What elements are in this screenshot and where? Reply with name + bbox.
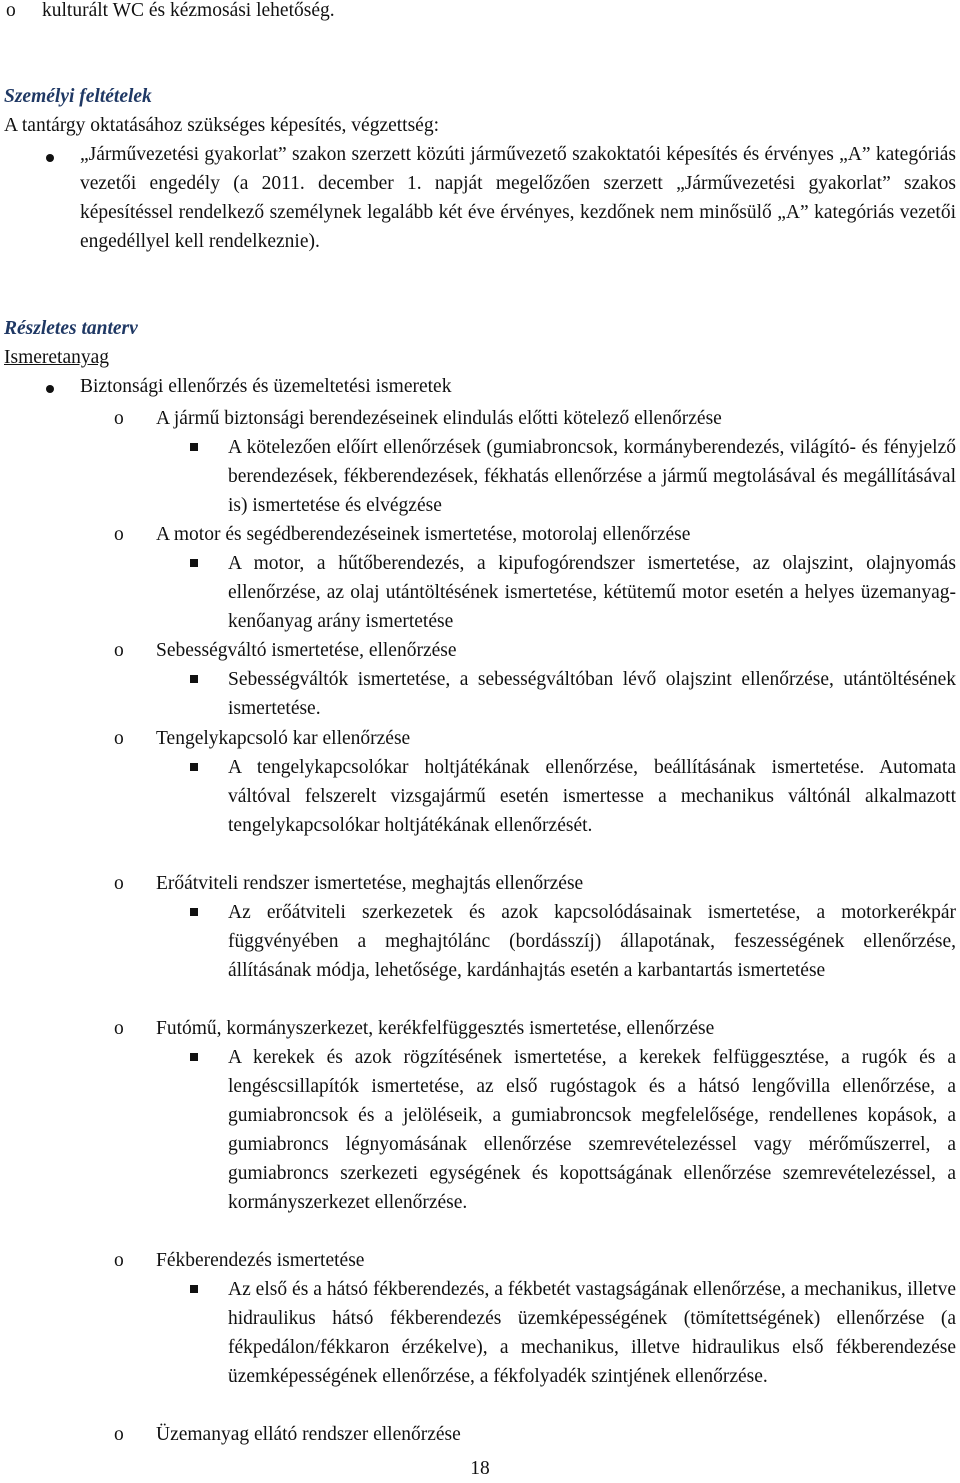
- section-heading: Részletes tanterv: [4, 318, 138, 339]
- circle-bullet-icon: o: [114, 1018, 124, 1039]
- intro-text: A tantárgy oktatásához szükséges képesítés, végzettség:: [4, 115, 440, 136]
- square-bullet-icon: [190, 1285, 198, 1293]
- circle-bullet-icon: o: [114, 873, 124, 894]
- subsection-heading: Ismeretanyag: [4, 347, 110, 368]
- topic-detail: A tengelykapcsolókar holtjátékának ellenőrzése, beállításának ismertetése. Automata váltóval felszerelt vizsgajármű esetén ismertesse a mechanikus váltónál alkalmazott tengelykapcsolókar holtjátékának ellenőrzését.: [228, 757, 956, 836]
- topic-detail: A kötelezően előírt ellenőrzések (gumiabroncsok, kormányberendezés, világító- és fényjelző berendezések, fékberendezések, fékhatás ellenőrzése a jármű megtolásával és megállításával is) ismertetése és elvégzése: [228, 437, 956, 516]
- square-bullet-icon: [190, 763, 198, 771]
- page-number: 18: [470, 1458, 490, 1479]
- topic-title: A motor és segédberendezéseinek ismertetése, motorolaj ellenőrzése: [156, 524, 691, 545]
- circle-bullet-icon: o: [114, 640, 124, 661]
- square-bullet-icon: [190, 675, 198, 683]
- topic-title: Tengelykapcsoló kar ellenőrzése: [156, 728, 411, 749]
- circle-bullet-icon: o: [114, 728, 124, 749]
- section-heading: Személyi feltételek: [4, 86, 152, 107]
- list-item: kulturált WC és kézmosási lehetőség.: [42, 0, 335, 21]
- topic-detail: Sebességváltók ismertetése, a sebességváltóban lévő olajszint ellenőrzése, utántöltésének ismertetése.: [228, 669, 956, 719]
- qualification-text: „Járművezetési gyakorlat” szakon szerzett közúti járművezető szakoktatói képesítés és érvényes „A” kategóriás vezetői engedély (a 2011. december 1. napját megelőzően szerzett „Járművezetési gyakorlat” szakos képesítéssel rendelkező személynek legalább két éve érvényes, kezdőnek nem minősülő „A” kategóriás vezetői engedéllyel kell rendelkeznie).: [80, 144, 956, 252]
- main-topic: Biztonsági ellenőrzés és üzemeltetési ismeretek: [80, 376, 452, 397]
- circle-bullet-icon: o: [114, 1424, 124, 1445]
- topic-detail: A motor, a hűtőberendezés, a kipufogórendszer ismertetése, az olajszint, olajnyomás ellenőrzése, az olaj utántöltésének ismertetése, kétütemű motor esetén a helyes üzemanyag-kenőanyag arány ismertetése: [228, 553, 956, 632]
- topic-title: A jármű biztonsági berendezéseinek elindulás előtti kötelező ellenőrzése: [156, 408, 722, 429]
- topic-detail: Az első és a hátsó fékberendezés, a fékbetét vastagságának ellenőrzése, a mechanikus, illetve hidraulikus hátsó fékberendezés üzemképességének (tömítettségének) ellenőrzése (a fékpedálon/fékkaron érzékelve), a mechanikus, illetve hidraulikus első fékberendezése üzemképességének ellenőrzése, a fékfolyadék szintjének ellenőrzése.: [228, 1279, 956, 1387]
- circle-bullet-icon: o: [114, 408, 124, 429]
- topic-title: Üzemanyag ellátó rendszer ellenőrzése: [156, 1424, 461, 1445]
- circle-bullet-icon: o: [6, 0, 16, 21]
- bullet-dot-icon: [46, 385, 54, 393]
- circle-bullet-icon: o: [114, 524, 124, 545]
- topic-title: Futómű, kormányszerkezet, kerékfelfüggesztés ismertetése, ellenőrzése: [156, 1018, 715, 1039]
- topic-title: Fékberendezés ismertetése: [156, 1250, 365, 1271]
- square-bullet-icon: [190, 1053, 198, 1061]
- square-bullet-icon: [190, 908, 198, 916]
- topic-detail: A kerekek és azok rögzítésének ismertetése, a kerekek felfüggesztése, a rugók és a lengéscsillapítók ismertetése, az első rugóstagok és a hátsó lengővilla ellenőrzése, a gumiabroncsok és a jelöléseik, a gumiabroncsok megfelelősége, rendellenes kopások, a gumiabroncs légnyomásának ellenőrzése szemrevételezéssel vagy mérőműszerrel, a gumiabroncs szerkezeti egységének és kopottságának ellenőrzése szemrevételezéssel, a kormányszerkezet ellenőrzése.: [228, 1047, 956, 1213]
- topic-title: Sebességváltó ismertetése, ellenőrzése: [156, 640, 457, 661]
- circle-bullet-icon: o: [114, 1250, 124, 1271]
- topic-title: Erőátviteli rendszer ismertetése, meghajtás ellenőrzése: [156, 873, 584, 894]
- topic-detail: Az erőátviteli szerkezetek és azok kapcsolódásainak ismertetése, a motorkerékpár függvényében a meghajtólánc (bordásszíj) állapotának, feszességének ellenőrzése, állításának módja, lehetősége, kardánhajtás esetén a karbantartás ismertetése: [228, 902, 956, 981]
- square-bullet-icon: [190, 443, 198, 451]
- bullet-dot-icon: [46, 154, 54, 162]
- square-bullet-icon: [190, 559, 198, 567]
